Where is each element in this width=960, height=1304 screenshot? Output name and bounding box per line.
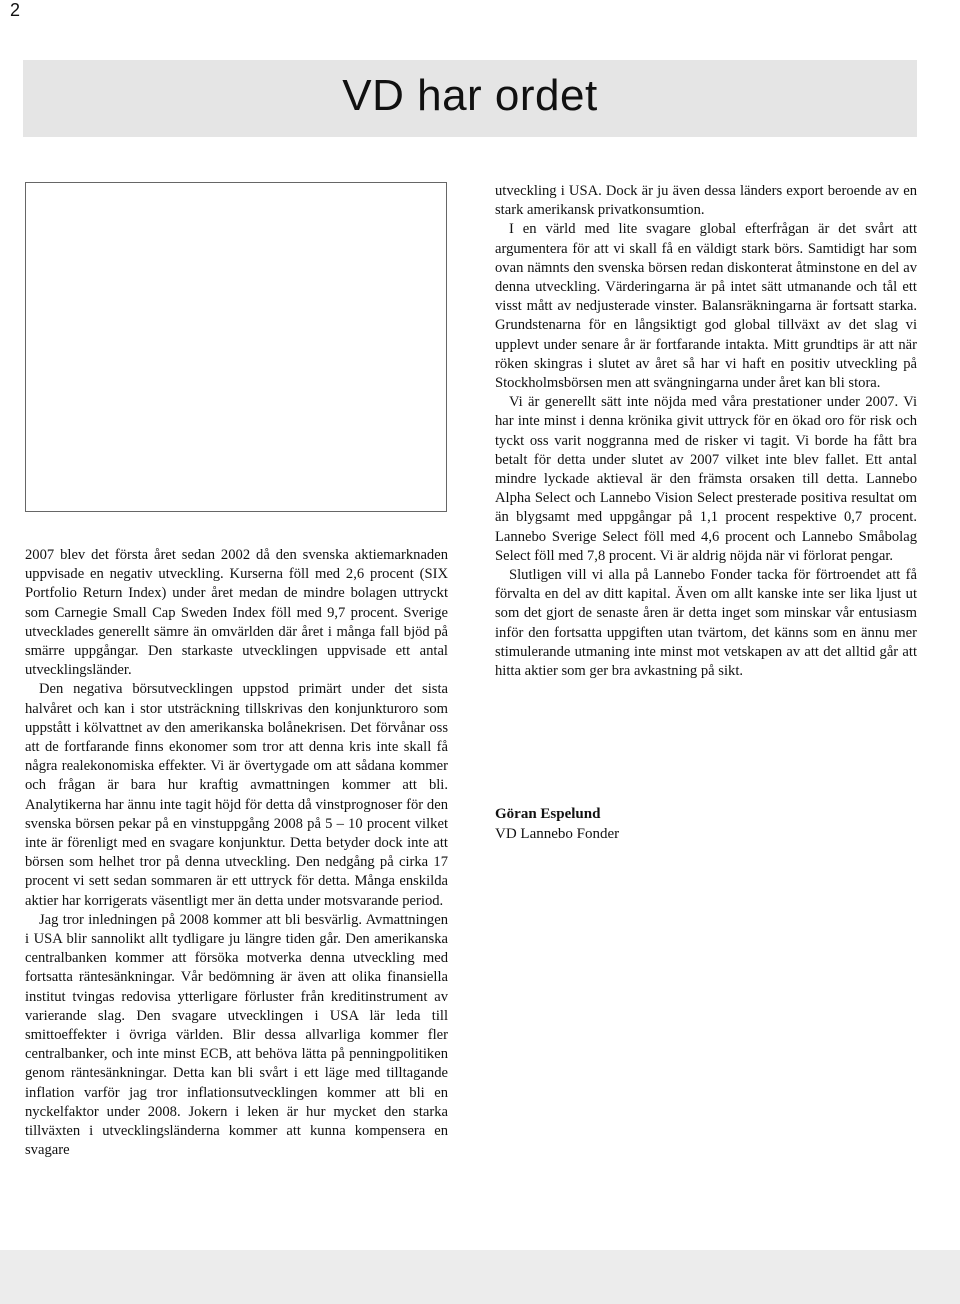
title-band	[23, 60, 917, 137]
signature-role: VD Lannebo Fonder	[495, 826, 620, 842]
left-paragraph-2: Den negativa börsutvecklingen uppstod primärt under det sista halvåret och kan i stor utsträckning tillskrivas den konjunkturoro som uppstått i kölvattnet av den amerikanska bolånekrisen. Det förvånar oss att de fortfarande finns ekonomer som tror att denna kris inte skall få några realekonomiska effekter. Vi är övertygade om att sådana kommer och frågan är bara hur kraftig avmattningen kommer att bli. Analytikerna har ännu inte tagit höjd för detta då vinstprognoser för den svenska börsen pekar på en vinstuppgång 2008 på 5 – 10 procent vilket inte är förenligt med en svagare konjunktur. Detta betyder dock inte att börsen som helhet tror på denna utveckling. Den nedgång på cirka 17 procent vi sett sedan sommaren är ett uttryck för detta. Många enskilda aktier har korrigerats väsentligt mer än detta under motsvarande period.	[25, 681, 448, 909]
signature-block	[495, 804, 619, 844]
right-paragraph-2: I en värld med lite svagare global efterfrågan är det svårt att argumentera för att vi skall få en väldigt stark börs. Samtidigt har som ovan nämnts den svenska börsen redan diskonterat åtminstone en del av denna utveckling. Värderingarna är på intet sätt utmanande och tål ett visst mått av nedjusterade vinster. Balansräkningarna är fortsatt starka. Grundstenarna för en långsiktigt god global tillväxt av det slag vi upplevt under senare år är fortfarande intakta. Mitt grundtips är att när röken skingras i slutet av året så har vi haft en positiv utveckling på Stockholmsbörsen men att svängningarna under året kan bli stora.	[495, 221, 917, 392]
left-paragraph-1: 2007 blev det första året sedan 2002 då den svenska aktiemarknaden uppvisade en negativ utveckling. Kurserna föll med 2,6 procent (SIX Portfolio Return Index) under året medan de mindre bolagen uttryckt som Carnegie Small Cap Sweden Index föll med 9,7 procent. Sverige utvecklades generellt sämre än omvärlden där året i många fall bjöd på smärre uppgångar. Den starkaste utvecklingen uppvisade ett antal utvecklingsländer.	[25, 547, 448, 679]
page-title: VD har ordet	[342, 71, 598, 120]
signature-name: Göran Espelund	[495, 806, 601, 822]
left-paragraph-3: Jag tror inledningen på 2008 kommer att bli besvärlig. Avmattningen i USA blir sannolikt allt tydligare ju längre tiden går. Den amerikanska centralbanken kommer att försöka motverka denna utveckling med fortsatta räntesänkningar. Vår bedömning är även att olika finansiella institut tvingas redovisa ytterligare förluster från kreditinstrument av varierande slag. Den svagare utvecklingen i USA lär leda till smittoeffekter i övriga världen. Blir dessa allvarliga kommer fler centralbanker, och inte minst ECB, att behöva lätta på penningpolitiken genom räntesänkningar. Detta kan bli svårt i ett läge med tilltagande inflation varför jag tror inflationsutvecklingen kommer att bli en nyckelfaktor under 2008. Jokern i leken är hur mycket den starka tillväxten i utvecklingsländerna kommer att kunna kompensera en svagare	[25, 911, 448, 1159]
footer-band	[0, 1250, 960, 1304]
portrait-photo-placeholder	[25, 182, 447, 512]
right-paragraph-3: Vi är generellt sätt inte nöjda med våra prestationer under 2007. Vi har inte minst i denna krönika givit uttryck för en ökad oro för risk och tyckt oss varit noggranna med de risker vi tagit. Vi borde ha fått bra betalt för detta under slutet av 2007 vilket inte blev fallet. Ett antal mindre lyckade aktieval är den främsta orsaken till detta. Lannebo Alpha Select och Lannebo Vision Select presterade positiva resultat om än blygsamt med uppgångar på 1,1 procent respektive 0,7 procent. Lannebo Sverige Select föll med 4,6 procent och Lannebo Småbolag Select föll med 7,8 procent. Vi är aldrig nöjda när vi förlorat pengar.	[495, 394, 917, 564]
right-paragraph-4: Slutligen vill vi alla på Lannebo Fonder tacka för förtroendet att få förvalta en del av ditt kapital. Även om allt kanske inte ser lika ljust ut som det gjort de senaste åren är detta inget som minskar vår entusiasm inför den fortsatta uppgiften utan tvärtom, det känns som en ännu mer stimulerande utmaning inte minst mot vetskapen av att det alltid går att hitta aktier som ger bra avkastning på sikt.	[495, 567, 917, 680]
right-column	[495, 182, 917, 681]
page-number: 2	[10, 0, 21, 20]
right-paragraph-1: utveckling i USA. Dock är ju även dessa länders export beroende av en stark amerikansk privatkonsumtion.	[495, 183, 917, 219]
left-column	[25, 546, 448, 1161]
